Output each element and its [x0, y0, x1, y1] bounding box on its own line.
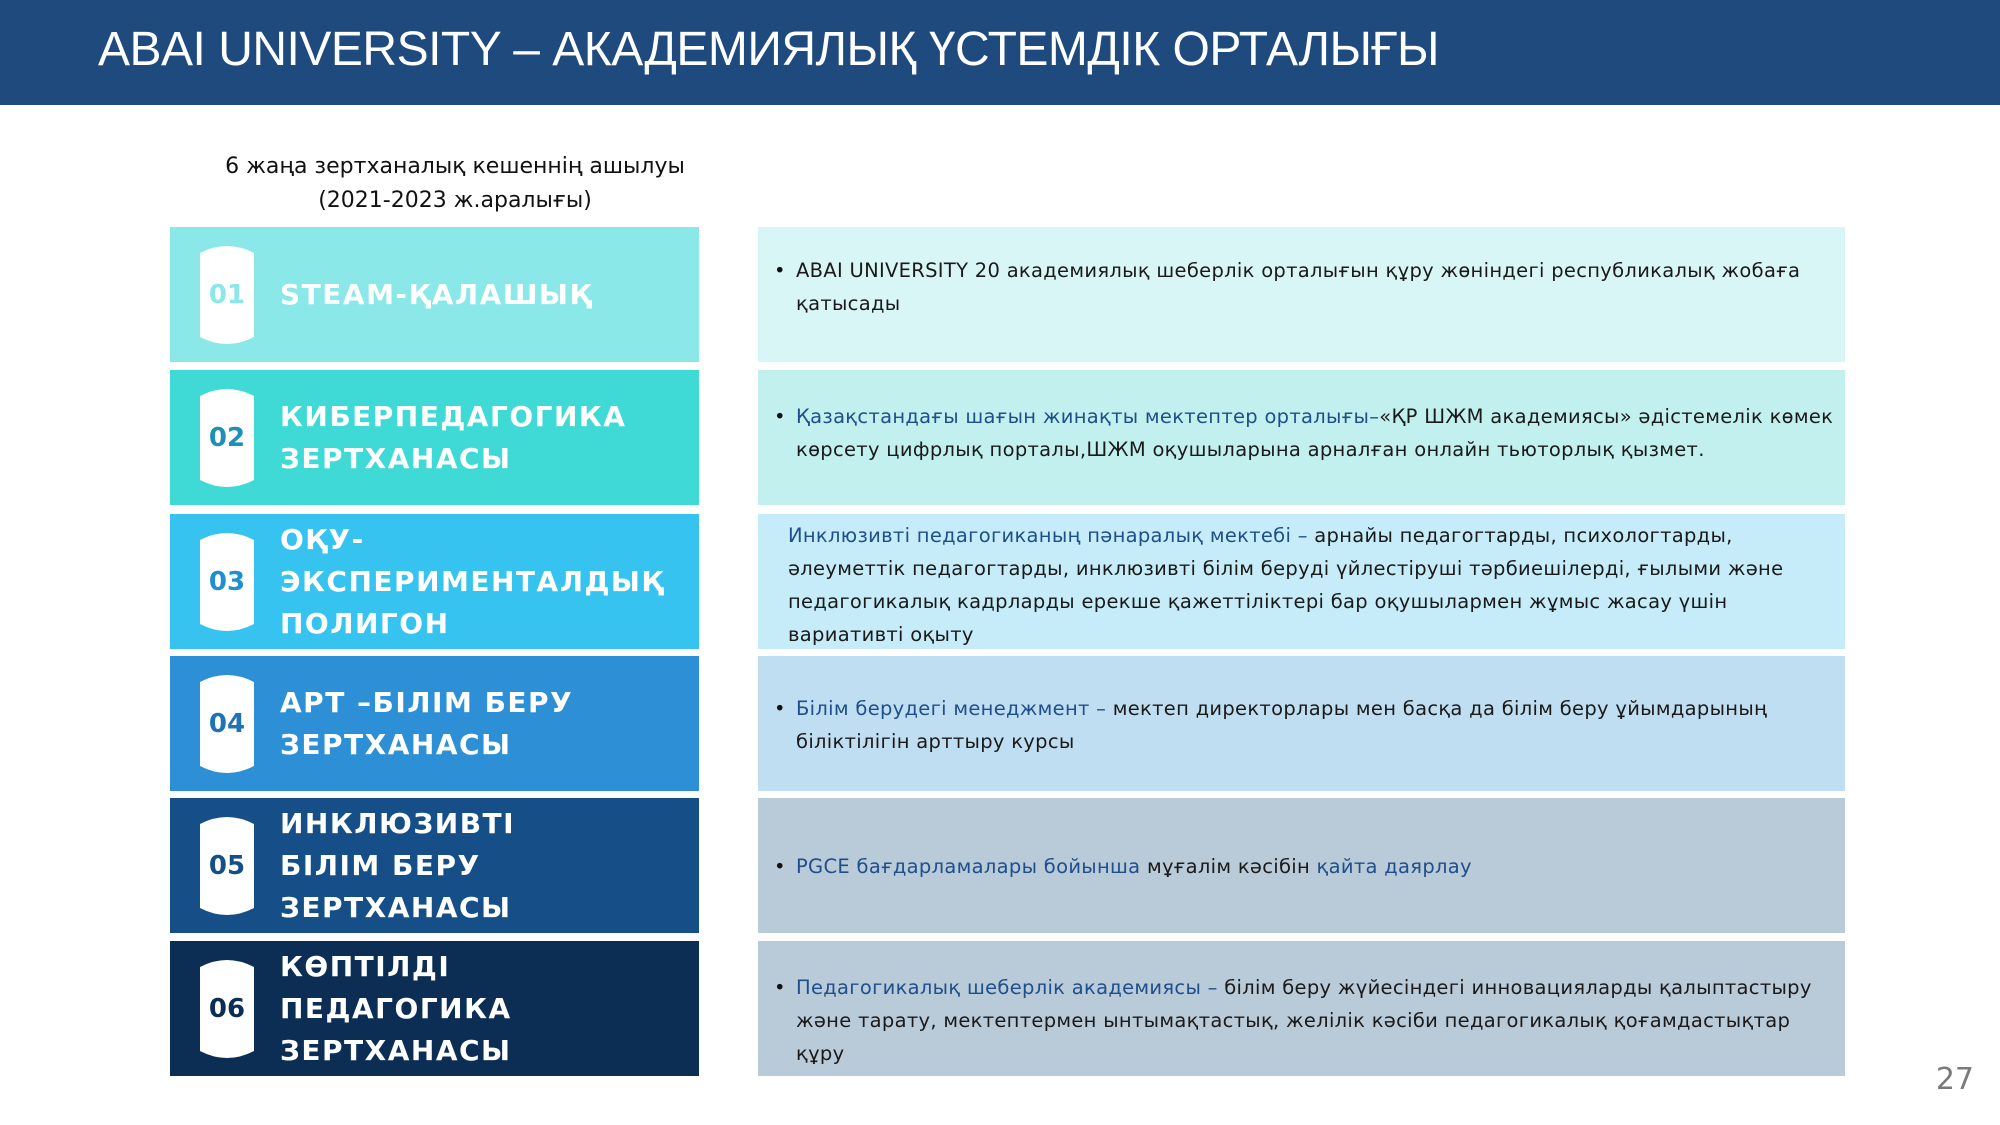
number-badge: [200, 528, 254, 636]
badge-number: 03: [208, 566, 246, 597]
detail-body: білім беру жүйесіндегі инновацияларды қалыптастыру және тарату, мектептермен ынтымақтастық, желілік кәсіби педагогикалық қоғамдастықтар құру: [796, 976, 1812, 1065]
badge-number: 01: [208, 279, 246, 310]
detail-highlight: Қазақстандағы шағын жинақты мектептер орталығы–: [796, 405, 1380, 428]
lab-title: ОҚУ- ЭКСПЕРИМЕНТАЛДЫҚ ПОЛИГОН: [280, 522, 665, 640]
number-badge: [200, 812, 254, 920]
lab-box-05: [170, 798, 699, 933]
detail-body: «ҚР ШЖМ академиясы» әдістемелік көмек көрсету цифрлық порталы,ШЖМ оқушыларына арналған онлайн тьюторлық қызмет.: [796, 405, 1834, 461]
title-bar: [0, 0, 2000, 105]
detail-text: [774, 400, 1835, 466]
badge-number: 06: [208, 993, 246, 1024]
subtitle-line-2: (2021-2023 ж.аралығы): [318, 188, 592, 213]
badge-number: 04: [208, 708, 246, 739]
detail-text: [774, 692, 1835, 758]
page-title: ABAI UNIVERSITY – АКАДЕМИЯЛЫҚ ҮСТЕМДІК ОРТАЛЫҒЫ: [98, 23, 1440, 76]
detail-text: [774, 254, 1835, 320]
detail-highlight: Білім берудегі менеджмент –: [796, 697, 1113, 720]
subtitle-line-1: 6 жаңа зертханалық кешеннің ашылуы: [225, 154, 685, 179]
section-subtitle: [170, 150, 740, 218]
bullet-icon: •: [774, 697, 786, 720]
lab-title: ИНКЛЮЗИВТІ БІЛІМ БЕРУ ЗЕРТХАНАСЫ: [280, 806, 516, 924]
lab-box-04: [170, 656, 699, 791]
detail-highlight: Инклюзивті педагогиканың пәнаралық мектебі –: [788, 524, 1315, 547]
detail-highlight-end: қайта даярлау: [1316, 855, 1472, 878]
detail-highlight: PGCE бағдарламалары бойынша: [796, 855, 1147, 878]
number-badge: [200, 384, 254, 492]
detail-body: ABAI UNIVERSITY 20 академиялық шеберлік орталығын құру жөніндегі республикалық жобаға қатысады: [796, 259, 1801, 315]
page-number: 27: [1935, 1062, 1974, 1097]
lab-box-02: [170, 370, 699, 505]
number-badge: [200, 670, 254, 778]
badge-number: 05: [208, 850, 246, 881]
detail-text: [774, 850, 1835, 883]
number-badge: [200, 955, 254, 1063]
detail-box-6: [758, 941, 1845, 1076]
detail-box-5: [758, 798, 1845, 933]
detail-box-4: [758, 656, 1845, 791]
number-badge: [200, 241, 254, 349]
detail-box-1: [758, 227, 1845, 362]
lab-title: АРТ –БІЛІМ БЕРУ ЗЕРТХАНАСЫ: [280, 685, 574, 761]
bullet-icon: •: [774, 405, 786, 428]
detail-box-3: [758, 514, 1845, 649]
bullet-icon: •: [774, 976, 786, 999]
lab-title: КӨПТІЛДІ ПЕДАГОГИКА ЗЕРТХАНАСЫ: [280, 949, 512, 1067]
detail-highlight: Педагогикалық шеберлік академиясы –: [796, 976, 1225, 999]
detail-body: мұғалім кәсібін: [1146, 855, 1317, 878]
lab-box-01: [170, 227, 699, 362]
lab-box-06: [170, 941, 699, 1076]
lab-box-03: [170, 514, 699, 649]
detail-text: [774, 971, 1835, 1070]
lab-title: КИБЕРПЕДАГОГИКА ЗЕРТХАНАСЫ: [280, 399, 627, 475]
lab-title: STEAM-ҚАЛАШЫҚ: [280, 277, 593, 311]
badge-number: 02: [208, 422, 246, 453]
bullet-icon: •: [774, 259, 786, 282]
detail-box-2: [758, 370, 1845, 505]
detail-body: арнайы педагогтарды, психологтарды, әлеуметтік педагогтарды, инклюзивті білім беруді үйлестіруші тәрбиешілерді, ғылыми және педагогикалық кадрларды ерекше қажеттіліктері бар оқушылармен жұмыс жасау үшін вариативті оқыту: [788, 524, 1784, 646]
detail-body: мектеп директорлары мен басқа да білім беру ұйымдарының біліктілігін арттыру курсы: [796, 697, 1768, 753]
detail-text: [788, 519, 1835, 651]
bullet-icon: •: [774, 855, 786, 878]
